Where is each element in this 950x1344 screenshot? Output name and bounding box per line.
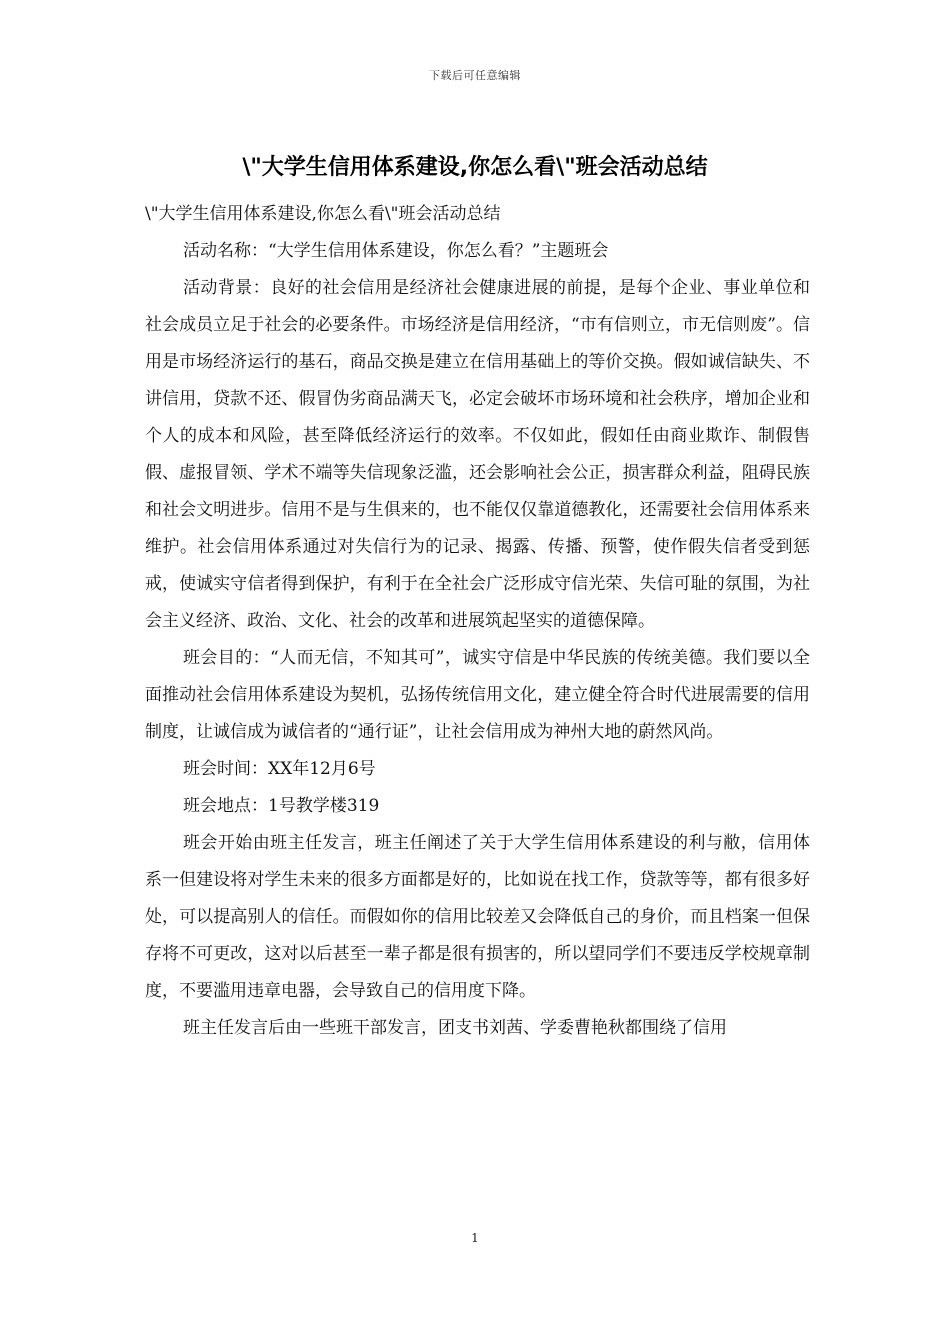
document-title: \"大学生信用体系建设,你怎么看\"班会活动总结 xyxy=(242,155,708,180)
page-number: 1 xyxy=(471,1231,479,1245)
paragraph-meeting-time: 班会时间：XX年12月6号 xyxy=(183,759,376,779)
paragraph-activity-name: 活动名称：“大学生信用体系建设，你怎么看？”主题班会 xyxy=(183,241,609,261)
document-subtitle: \"大学生信用体系建设,你怎么看\"班会活动总结 xyxy=(145,204,501,224)
document-body xyxy=(145,196,810,1047)
paragraph-teacher-speech: 班会开始由班主任发言，班主任阐述了关于大学生信用体系建设的利与敝，信用体系一但建设将对学生未来的很多方面都是好的，比如说在找工作，贷款等等，都有很多好处，可以提高别人的信任。而假如你的信用比较差又会降低自己的身价，而且档案一但保存将不可更改，这对以后甚至一辈子都是很有损害的，所以望同学们不要违反学校规章制度，不要滥用违章电器，会导致自己的信用度下降。 xyxy=(145,833,810,1001)
paragraph-meeting-purpose: 班会目的：“人而无信，不知其可”，诚实守信是中华民族的传统美德。我们要以全面推动社会信用体系建设为契机，弘扬传统信用文化，建立健全符合时代进展需要的信用制度，让诚信成为诚信者的“通行证”，让社会信用成为神州大地的蔚然风尚。 xyxy=(145,648,810,742)
paragraph-activity-background: 活动背景：良好的社会信用是经济社会健康进展的前提，是每个企业、事业单位和社会成员立足于社会的必要条件。市场经济是信用经济，“市有信则立，市无信则废”。信用是市场经济运行的基石，商品交换是建立在信用基础上的等价交换。假如诚信缺失、不讲信用，贷款不还、假冒伪劣商品满天飞，必定会破坏市场环境和社会秩序，增加企业和个人的成本和风险，甚至降低经济运行的效率。不仅如此，假如任由商业欺诈、制假售假、虚报冒领、学术不端等失信现象泛滥，还会影响社会公正，损害群众利益，阻碍民族和社会文明进步。信用不是与生俱来的，也不能仅仅靠道德教化，还需要社会信用体系来维护。社会信用体系通过对失信行为的记录、揭露、传播、预警，使作假失信者受到惩戒，使诚实守信者得到保护，有利于在全社会广泛形成守信光荣、失信可耻的氛围，为社会主义经济、政治、文化、社会的改革和进展筑起坚实的道德保障。 xyxy=(145,278,810,631)
page-header-note: 下载后可任意编辑 xyxy=(429,69,521,82)
paragraph-meeting-location: 班会地点：1号教学楼319 xyxy=(183,796,380,816)
paragraph-cadre-speech: 班主任发言后由一些班干部发言，团支书刘茜、学委曹艳秋都围绕了信用 xyxy=(183,1018,727,1038)
